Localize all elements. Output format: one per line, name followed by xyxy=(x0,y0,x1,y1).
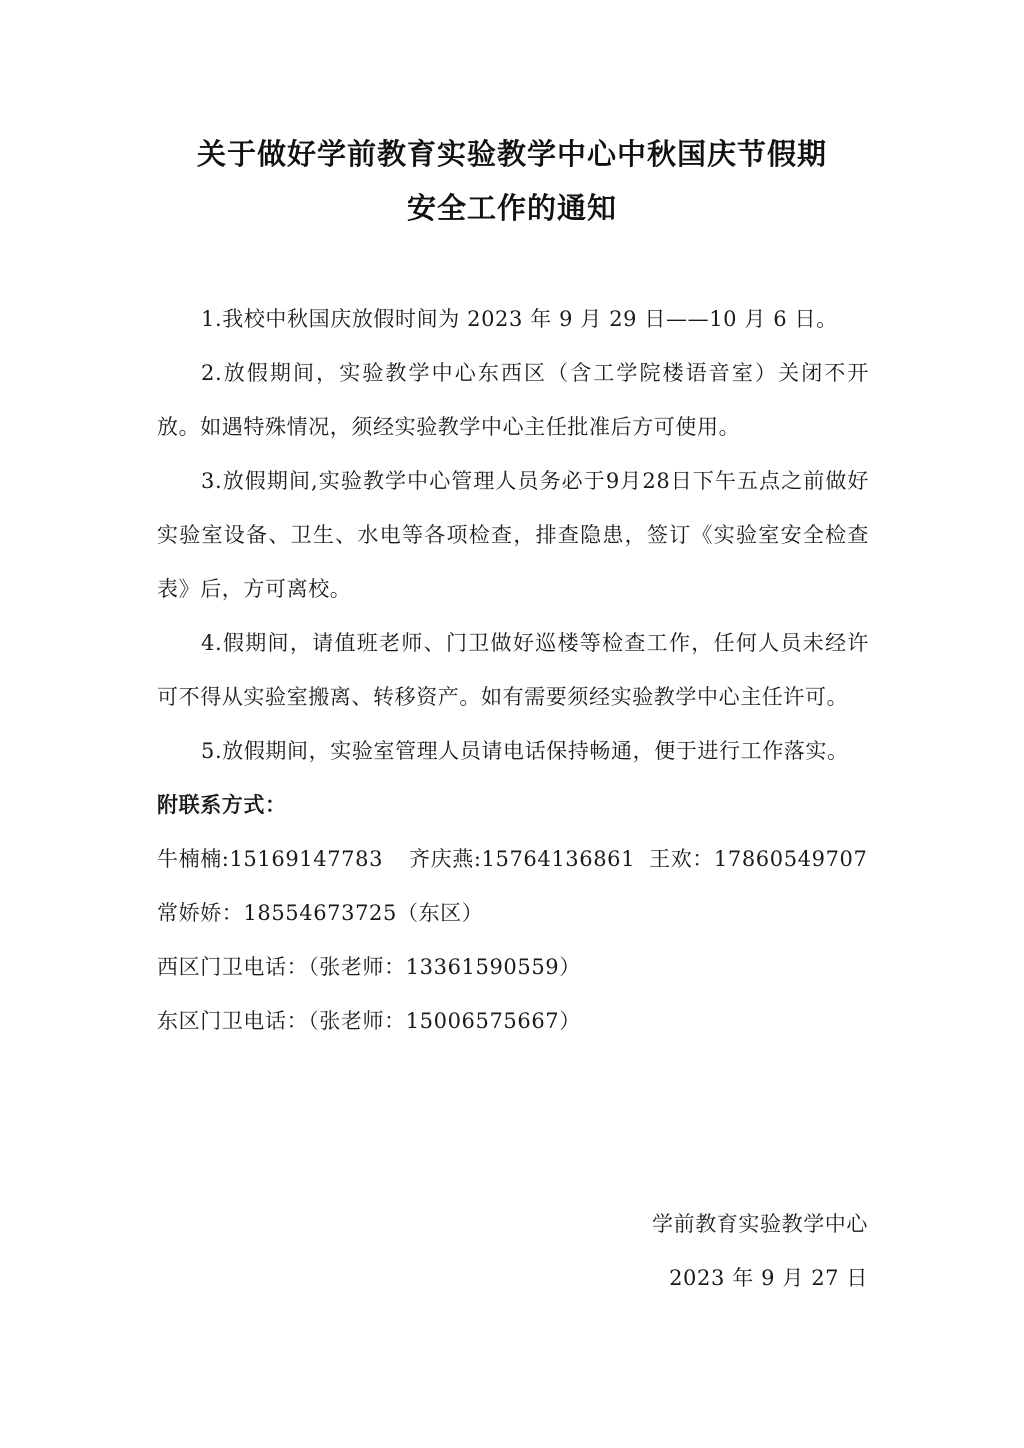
contact-person-3: 王欢：17860549707 xyxy=(649,847,868,871)
paragraph-5: 5.放假期间，实验室管理人员请电话保持畅通，便于进行工作落实。 xyxy=(201,739,849,763)
contacts-heading: 附联系方式： xyxy=(157,793,287,817)
contacts-row-1 xyxy=(157,832,869,886)
paragraph-1: 1.我校中秋国庆放假时间为 2023 年 9 月 29 日——10 月 6 日。 xyxy=(201,307,838,331)
contact-person-4: 常娇娇：18554673725（东区） xyxy=(157,901,484,925)
contact-west-gate: 西区门卫电话：（张老师：13361590559） xyxy=(157,955,581,979)
document-title-line-1: 关于做好学前教育实验教学中心中秋国庆节假期 xyxy=(196,137,827,171)
paragraph-4: 4.假期间，请值班老师、门卫做好巡楼等检查工作，任何人员未经许可不得从实验室搬离、转移资产。如有需要须经实验教学中心主任许可。 xyxy=(157,631,869,709)
document-body xyxy=(157,292,869,1048)
document-title-line-2: 安全工作的通知 xyxy=(406,191,617,225)
paragraph-3: 3.放假期间,实验教学中心管理人员务必于9月28日下午五点之前做好实验室设备、卫生、水电等各项检查，排查隐患，签订《实验室安全检查表》后，方可离校。 xyxy=(157,469,869,601)
contact-person-2: 齐庆燕:15764136861 xyxy=(409,847,636,871)
contact-east-gate: 东区门卫电话：（张老师：15006575667） xyxy=(157,1009,581,1033)
contact-person-1: 牛楠楠:15169147783 xyxy=(157,847,384,871)
signature-date: 2023 年 9 月 27 日 xyxy=(669,1266,868,1290)
signature-org: 学前教育实验教学中心 xyxy=(652,1212,868,1236)
paragraph-2: 2.放假期间，实验教学中心东西区（含工学院楼语音室）关闭不开放。如遇特殊情况，须经实验教学中心主任批准后方可使用。 xyxy=(157,361,869,439)
